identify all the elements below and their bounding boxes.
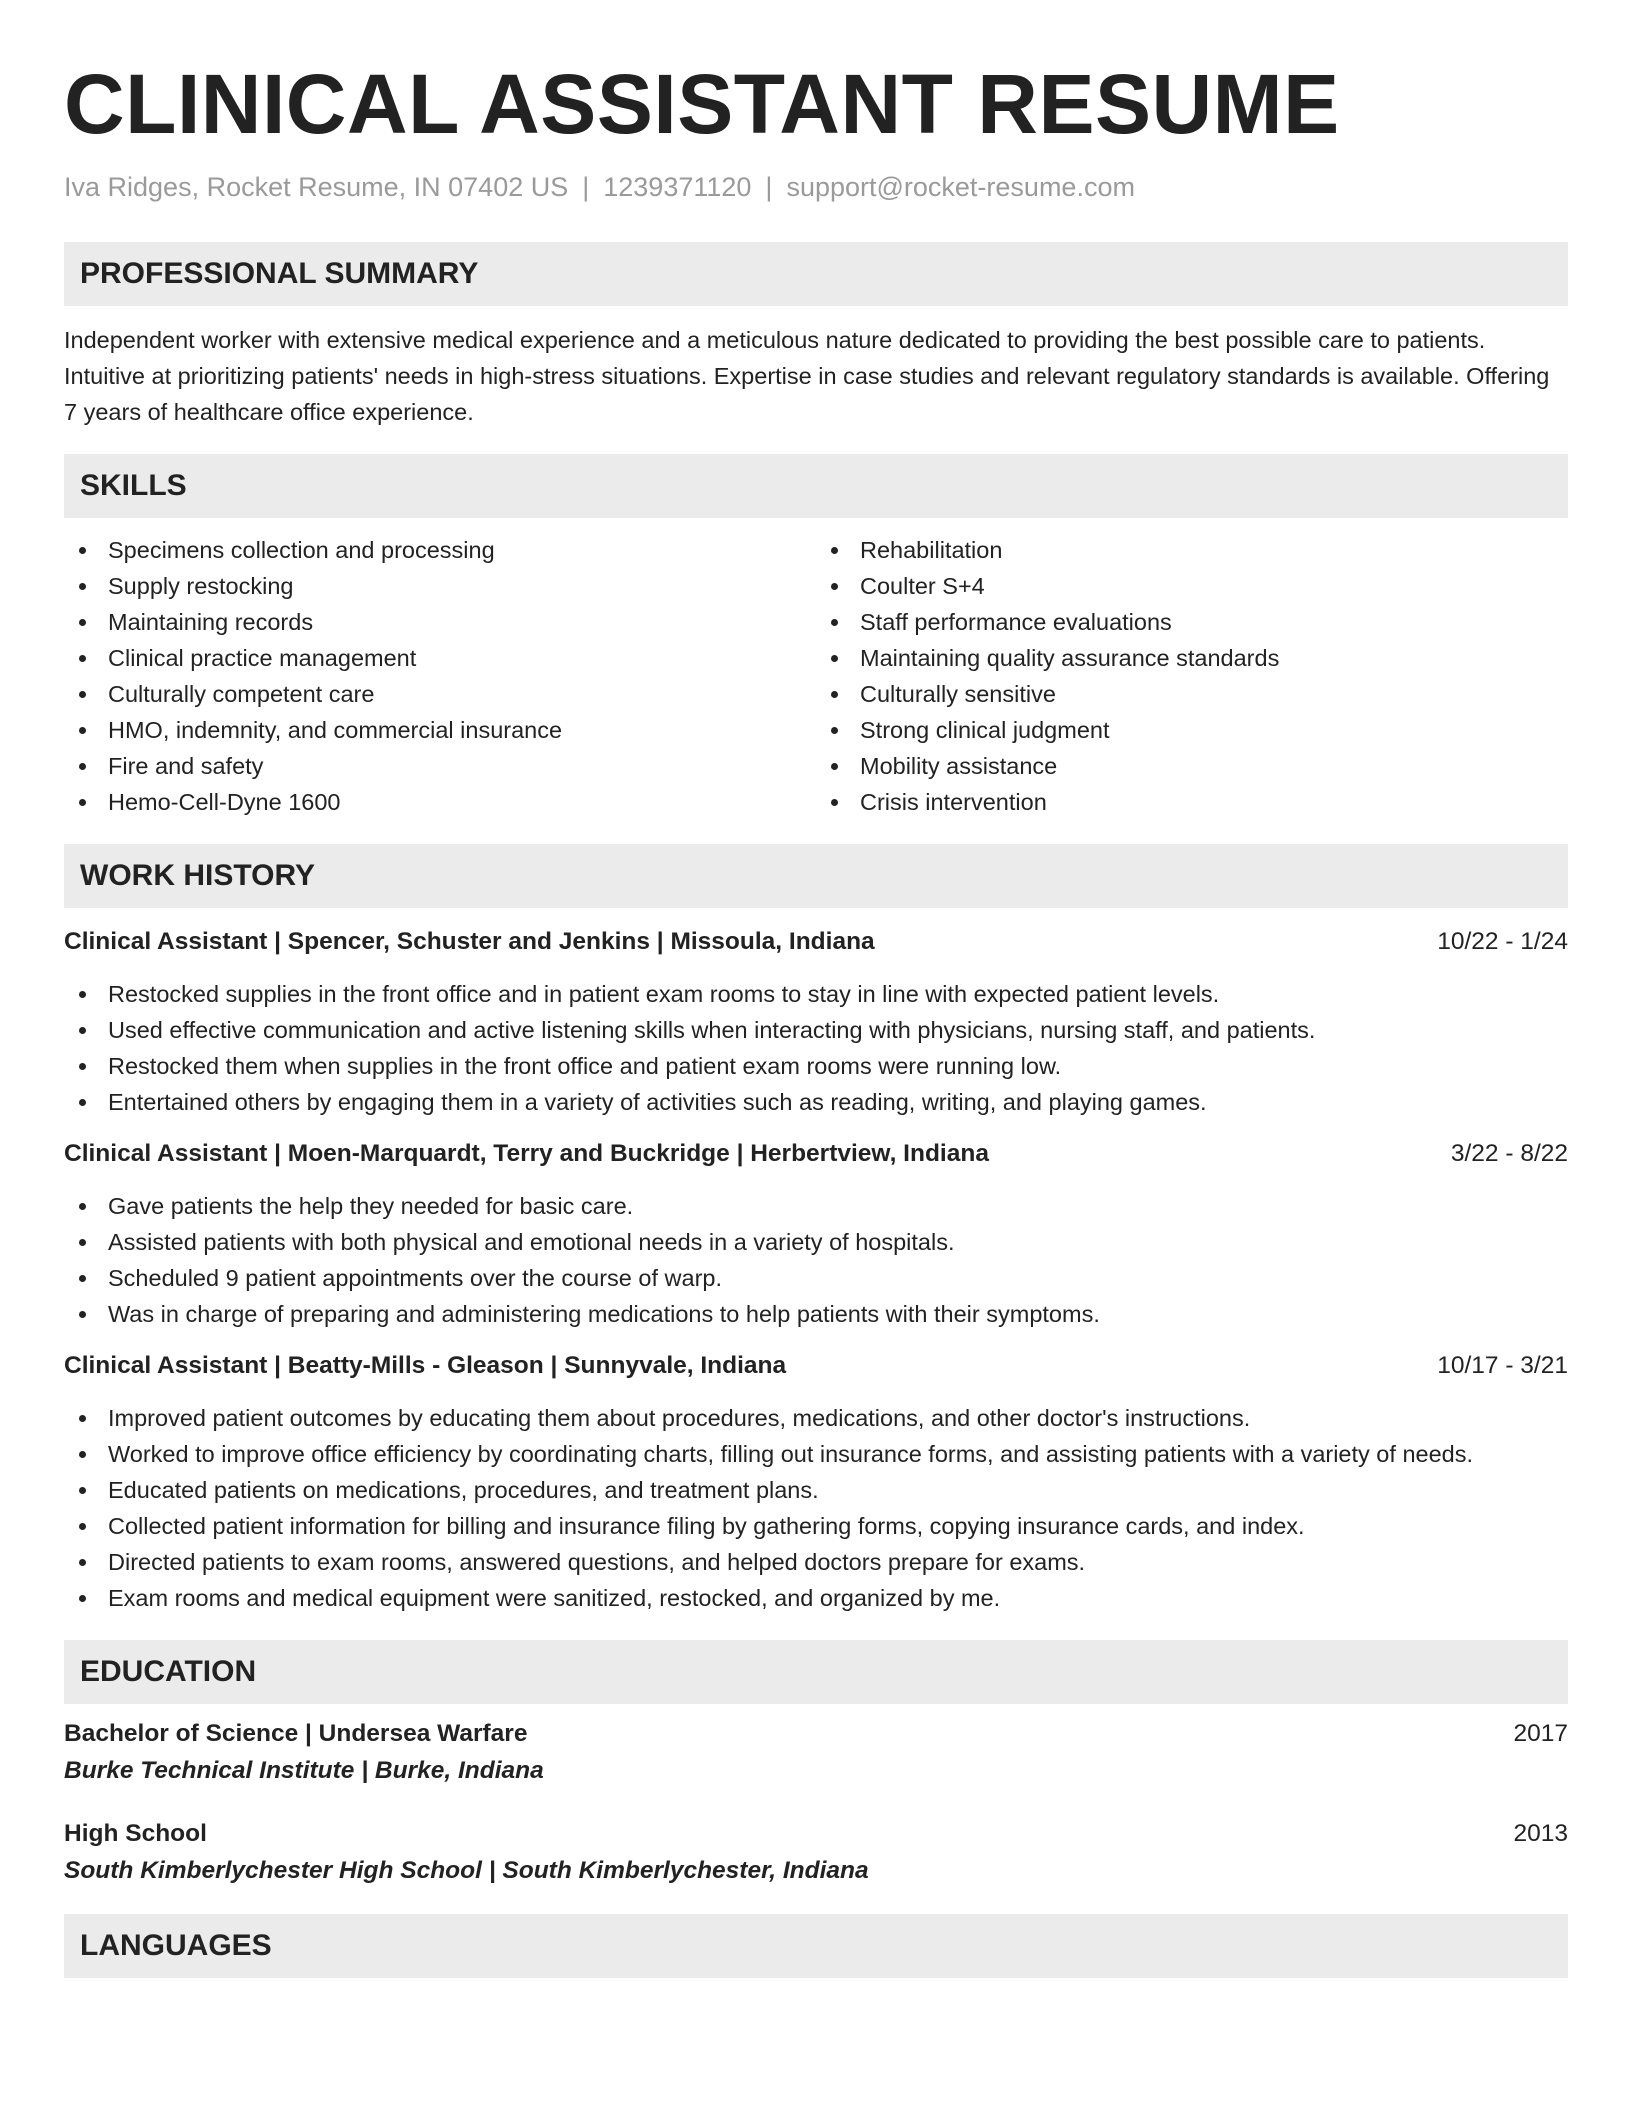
section-heading-education: EDUCATION [64,1640,1568,1704]
job-entry [64,924,1568,1120]
job-header [64,1348,1568,1384]
education-header [64,1816,1568,1852]
contact-separator: | [582,172,590,202]
job-bullets [64,1188,1568,1332]
skill-item: Maintaining records [64,604,816,640]
skill-item: Specimens collection and processing [64,532,816,568]
job-heading: Clinical Assistant | Spencer, Schuster and Jenkins | Missoula, Indiana [64,928,875,955]
skill-item: Strong clinical judgment [816,712,1568,748]
skill-item: Supply restocking [64,568,816,604]
job-bullet: Restocked them when supplies in the front office and patient exam rooms were running low. [64,1048,1568,1084]
skill-item: Clinical practice management [64,640,816,676]
resume-title: CLINICAL ASSISTANT RESUME [64,57,1340,151]
skill-item: HMO, indemnity, and commercial insurance [64,712,816,748]
skill-item: Hemo-Cell-Dyne 1600 [64,784,816,820]
skill-item: Mobility assistance [816,748,1568,784]
skills-grid [64,532,1568,820]
education-year: 2017 [1513,1720,1568,1747]
job-bullet: Collected patient information for billing and insurance filing by gathering forms, copying insurance cards, and index. [64,1508,1568,1544]
skill-item: Culturally competent care [64,676,816,712]
contact-line [64,170,1568,204]
job-bullet: Improved patient outcomes by educating them about procedures, medications, and other doctor's instructions. [64,1400,1568,1436]
skill-item: Rehabilitation [816,532,1568,568]
job-bullet: Scheduled 9 patient appointments over the course of warp. [64,1260,1568,1296]
skill-item: Maintaining quality assurance standards [816,640,1568,676]
section-heading-work-history: WORK HISTORY [64,844,1568,908]
skill-item: Crisis intervention [816,784,1568,820]
education-year: 2013 [1513,1820,1568,1847]
education-entry [64,1816,1568,1890]
education-header [64,1716,1568,1752]
job-bullet: Assisted patients with both physical and emotional needs in a variety of hospitals. [64,1224,1568,1260]
job-bullets [64,1400,1568,1616]
job-dates: 10/17 - 3/21 [1437,1352,1568,1379]
job-bullets [64,976,1568,1120]
job-bullet: Restocked supplies in the front office and in patient exam rooms to stay in line with expected patient levels. [64,976,1568,1012]
skill-item: Fire and safety [64,748,816,784]
job-header [64,1136,1568,1172]
job-dates: 3/22 - 8/22 [1450,1140,1568,1167]
job-bullet: Worked to improve office efficiency by coordinating charts, filling out insurance forms, and assisting patients with a variety of needs. [64,1436,1568,1472]
job-header [64,924,1568,960]
skill-item: Culturally sensitive [816,676,1568,712]
contact-address: Iva Ridges, Rocket Resume, IN 07402 US [64,172,569,202]
job-entry [64,1348,1568,1616]
job-bullet: Gave patients the help they needed for basic care. [64,1188,1568,1224]
education-entry [64,1716,1568,1790]
summary-text: Independent worker with extensive medical experience and a meticulous nature dedicated to providing the best possible care to patients. Intuitive at prioritizing patients' needs in high-stress situations. Expertise in case studies and relevant regulatory standards is available. Offering 7 years of healthcare office experience. [64,327,1550,425]
job-bullet: Used effective communication and active listening skills when interacting with physicians, nursing staff, and patients. [64,1012,1568,1048]
skill-item: Coulter S+4 [816,568,1568,604]
section-heading-skills: SKILLS [64,454,1568,518]
job-dates: 10/22 - 1/24 [1437,928,1568,955]
job-bullet: Exam rooms and medical equipment were sanitized, restocked, and organized by me. [64,1580,1568,1616]
job-bullet: Directed patients to exam rooms, answered questions, and helped doctors prepare for exams. [64,1544,1568,1580]
skills-column-left [64,532,816,820]
education-degree: High School [64,1820,207,1847]
job-bullet: Entertained others by engaging them in a variety of activities such as reading, writing, and playing games. [64,1084,1568,1120]
contact-separator: | [765,172,773,202]
job-bullet: Educated patients on medications, procedures, and treatment plans. [64,1472,1568,1508]
contact-phone: 1239371120 [603,172,752,202]
contact-email[interactable]: support@rocket-resume.com [786,172,1135,202]
section-heading-languages: LANGUAGES [64,1914,1568,1978]
job-bullet: Was in charge of preparing and administering medications to help patients with their symptoms. [64,1296,1568,1332]
education-degree: Bachelor of Science | Undersea Warfare [64,1720,528,1747]
skill-item: Staff performance evaluations [816,604,1568,640]
job-heading: Clinical Assistant | Beatty-Mills - Gleason | Sunnyvale, Indiana [64,1352,787,1379]
skills-column-right [816,532,1568,820]
section-heading-summary: PROFESSIONAL SUMMARY [64,242,1568,306]
education-school: South Kimberlychester High School | South Kimberlychester, Indiana [64,1857,869,1884]
job-entry [64,1136,1568,1332]
education-school: Burke Technical Institute | Burke, Indiana [64,1757,544,1784]
job-heading: Clinical Assistant | Moen-Marquardt, Terry and Buckridge | Herbertview, Indiana [64,1140,989,1167]
